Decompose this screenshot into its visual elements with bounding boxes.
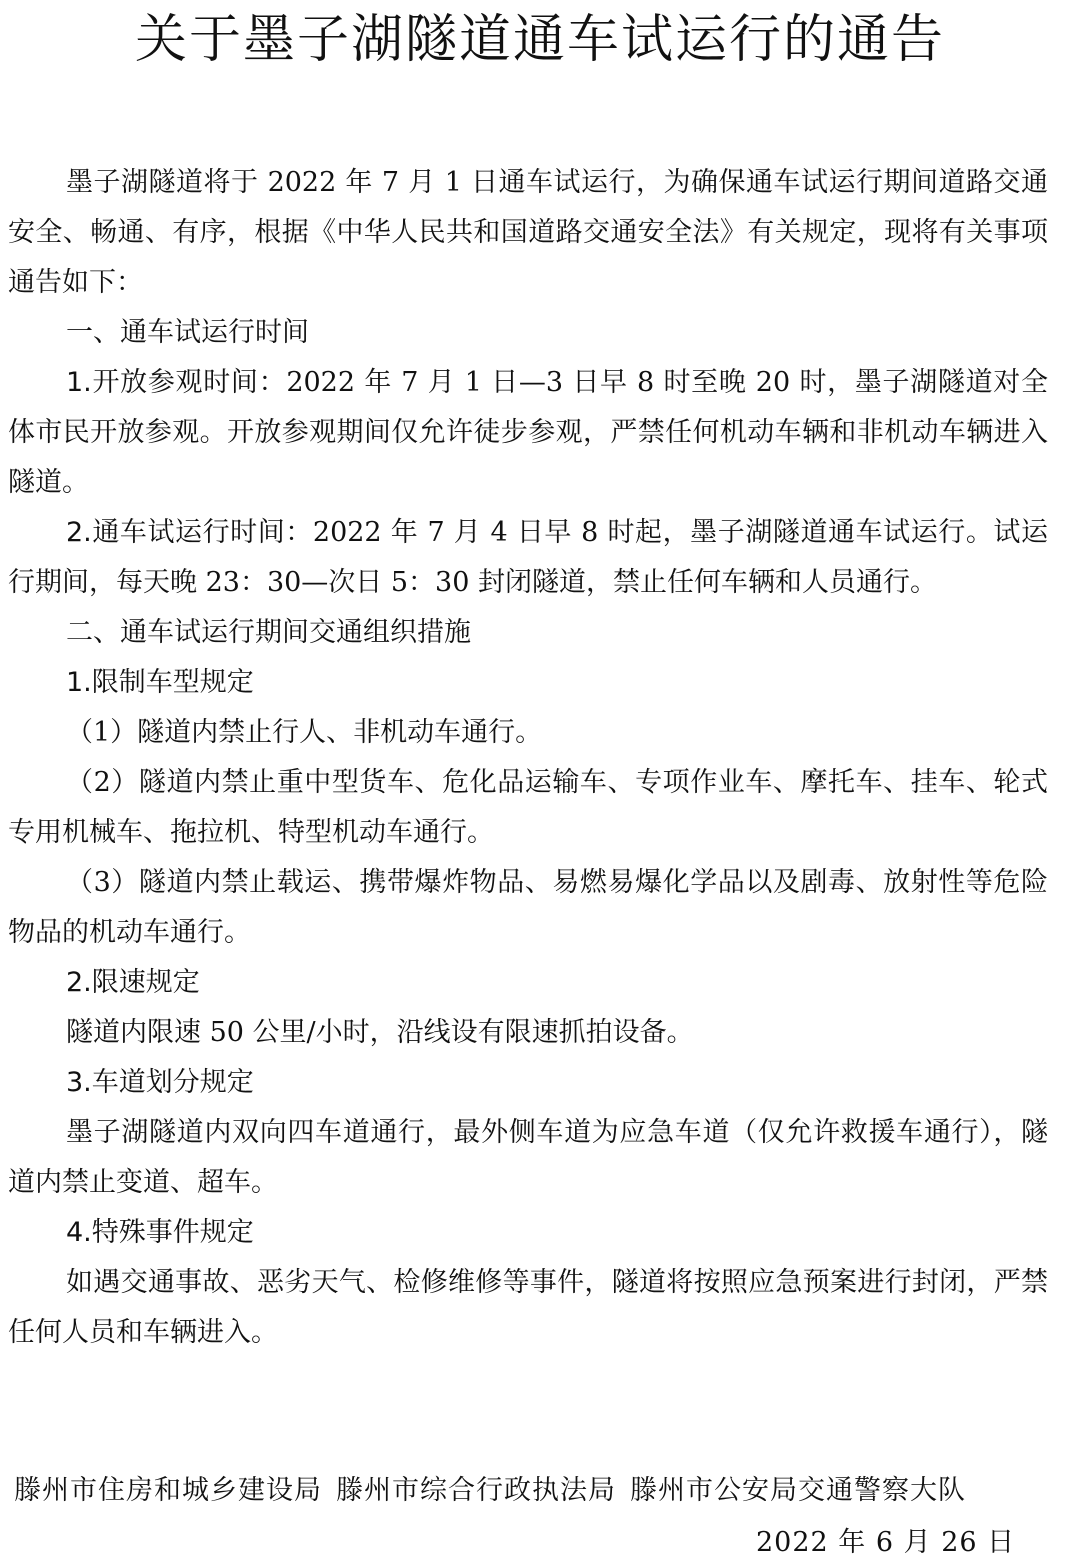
- section-1-item-2: [8, 508, 1048, 608]
- special-events-heading: 4.特殊事件规定: [66, 1217, 254, 1248]
- issue-date: 2022 年 6 月 26 日: [756, 1527, 1016, 1558]
- vehicle-restriction-heading: 1.限制车型规定: [66, 667, 254, 698]
- special-events-text: 如遇交通事故、恶劣天气、检修维修等事件，隧道将按照应急预案进行封闭，严禁任何人员和车辆进入。: [8, 1267, 1048, 1348]
- issuer-list: [14, 1466, 1064, 1516]
- vehicle-restriction-item-3: （3）隧道内禁止载运、携带爆炸物品、易燃易爆化学品以及剧毒、放射性等危险物品的机动车通行。: [8, 867, 1048, 948]
- intro-paragraph: 墨子湖隧道将于 2022 年 7 月 1 日通车试运行，为确保通车试运行期间道路交通安全、畅通、有序，根据《中华人民共和国道路交通安全法》有关规定，现将有关事项通告如下：: [8, 167, 1048, 298]
- item-text: 2022 年 7 月 1 日—3 日早 8 时至晚 20 时，墨子湖隧道对全体市民开放参观。开放参观期间仅允许徒步参观，严禁任何机动车辆和非机动车辆进入隧道。: [8, 367, 1049, 498]
- section-1-heading: 一、通车试运行时间: [66, 317, 309, 348]
- notice-body: [8, 158, 1048, 1358]
- section-2-heading: 二、通车试运行期间交通组织措施: [66, 617, 471, 648]
- issuer-footer: [14, 1466, 1064, 1516]
- issuer-housing-bureau: 滕州市住房和城乡建设局: [14, 1475, 322, 1506]
- issuer-traffic-police: 滕州市公安局交通警察大队: [630, 1475, 966, 1506]
- issuer-law-enforcement-bureau: 滕州市综合行政执法局: [336, 1475, 616, 1506]
- speed-limit-text: 隧道内限速 50 公里/小时，沿线设有限速抓拍设备。: [66, 1017, 694, 1048]
- lane-division-text: 墨子湖隧道内双向四车道通行，最外侧车道为应急车道（仅允许救援车通行），隧道内禁止变道、超车。: [8, 1117, 1048, 1198]
- item-lead: 1.开放参观时间：: [66, 367, 287, 398]
- vehicle-restriction-item-1: （1）隧道内禁止行人、非机动车通行。: [66, 717, 543, 748]
- speed-limit-heading: 2.限速规定: [66, 967, 200, 998]
- page-title: 关于墨子湖隧道通车试运行的通告: [134, 10, 945, 70]
- lane-division-heading: 3.车道划分规定: [66, 1067, 254, 1098]
- vehicle-restriction-item-2: （2）隧道内禁止重中型货车、危化品运输车、专项作业车、摩托车、挂车、轮式专用机械车、拖拉机、特型机动车通行。: [8, 767, 1048, 848]
- section-1-item-1: [8, 358, 1048, 508]
- item-lead: 2.通车试运行时间：: [66, 517, 313, 548]
- item-text: 2022 年 7 月 4 日早 8 时起，墨子湖隧道通车试运行。试运行期间，每天晚 23：30—次日 5：30 封闭隧道，禁止任何车辆和人员通行。: [8, 517, 1049, 598]
